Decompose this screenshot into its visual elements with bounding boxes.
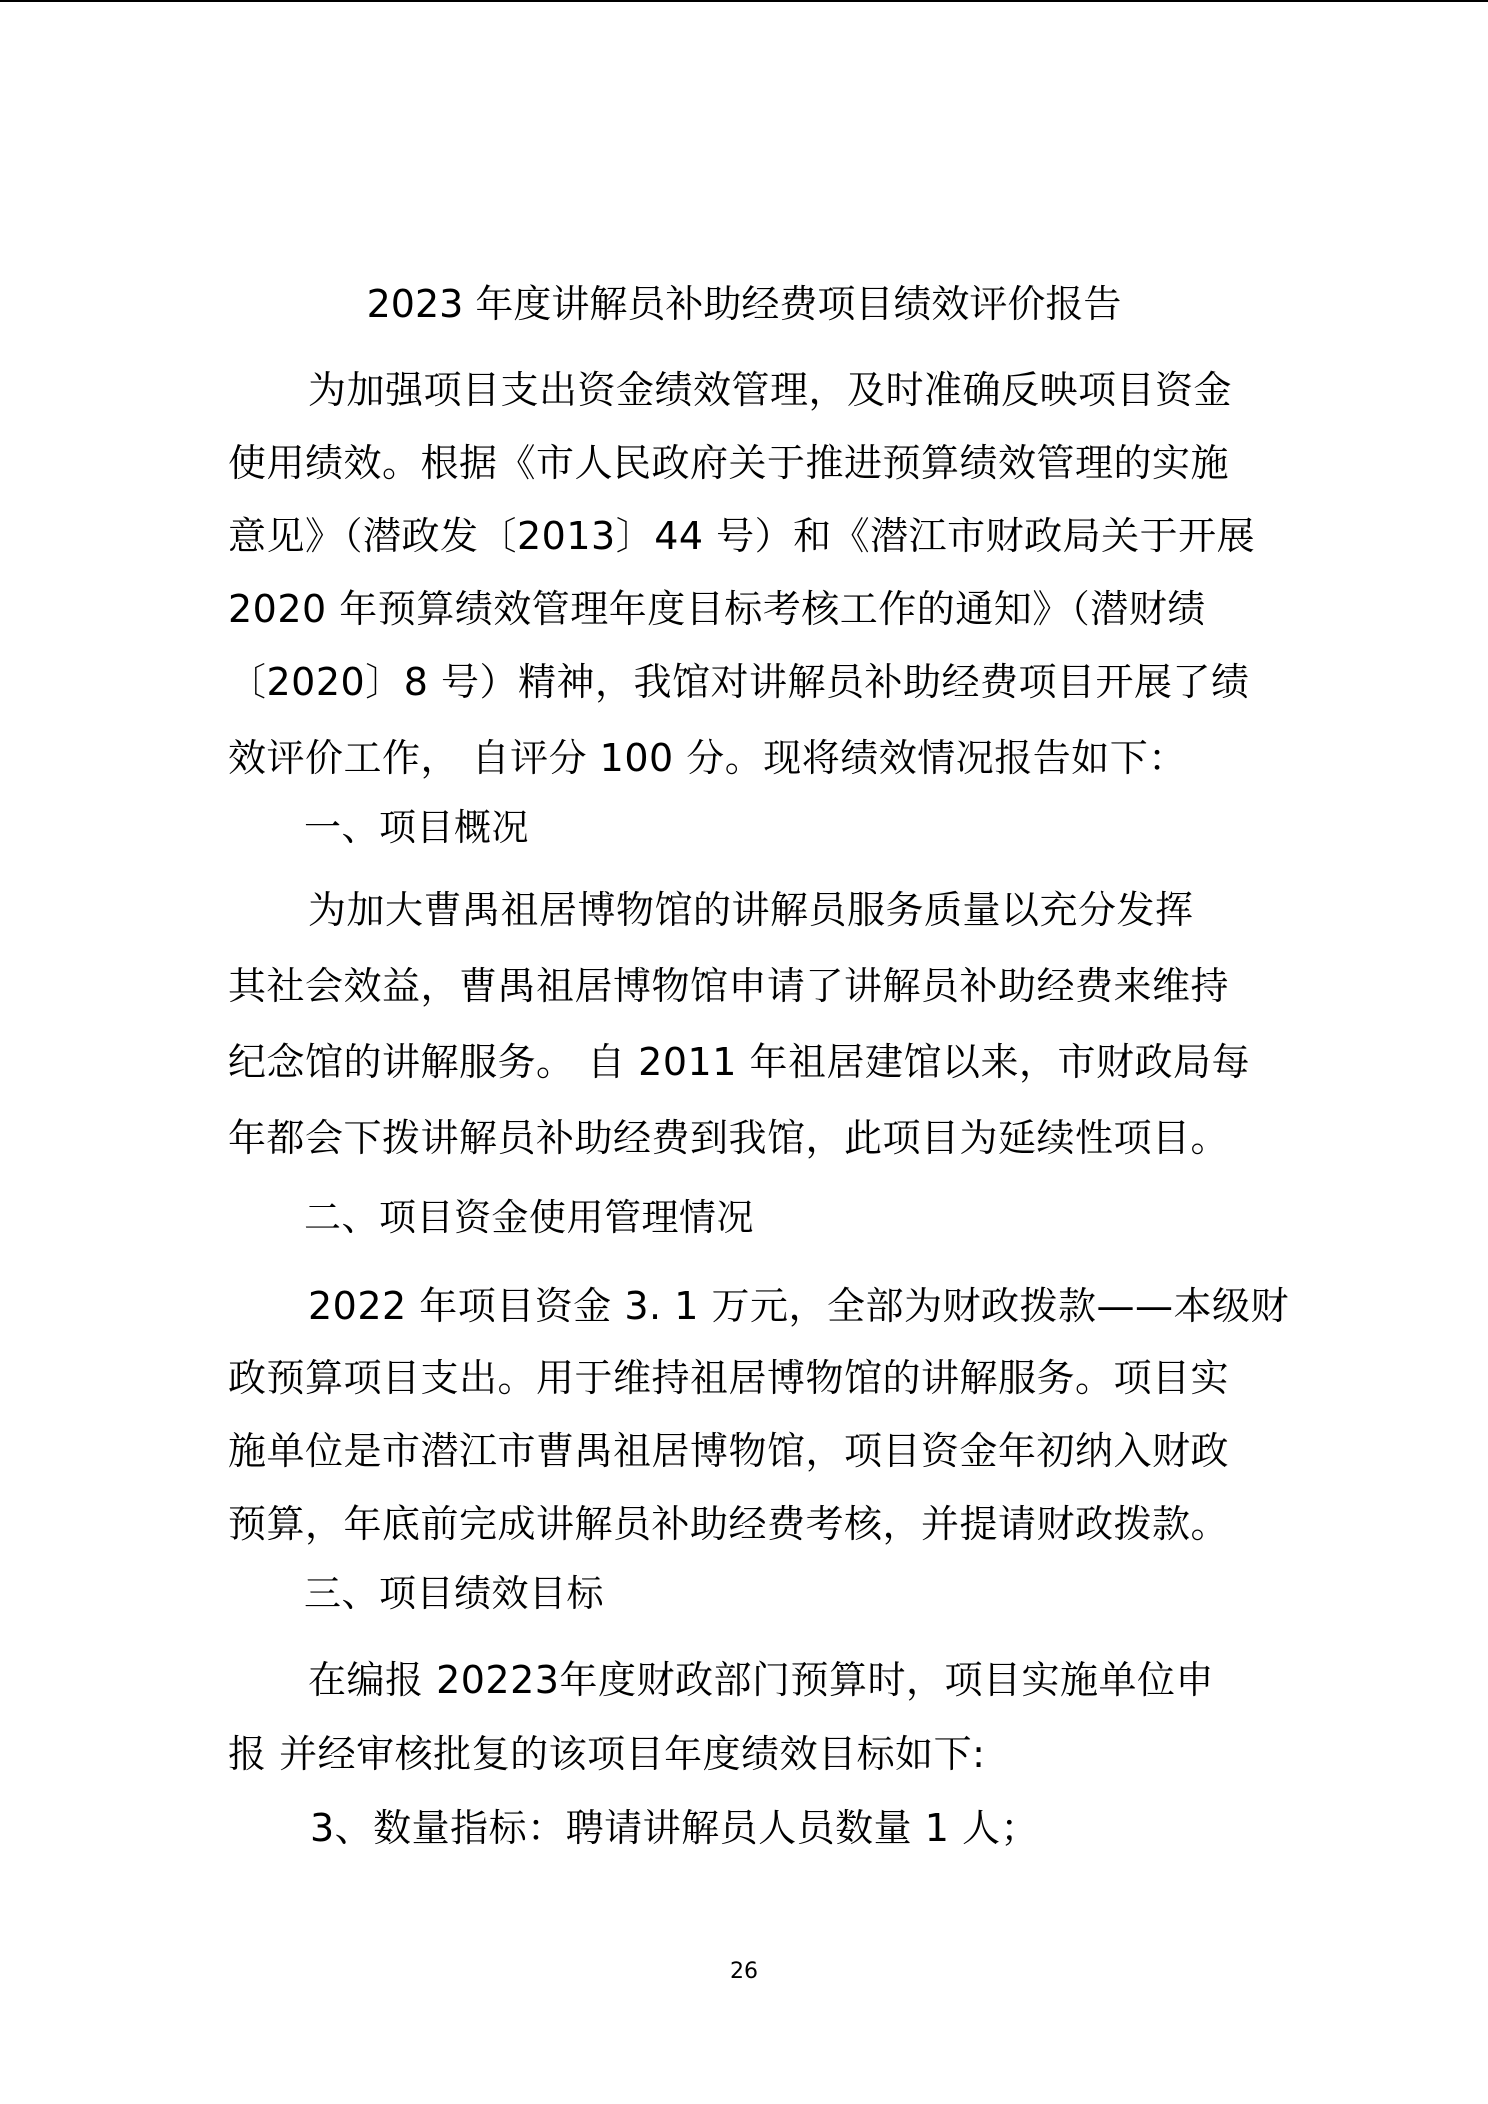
paragraph-line: 预算，年底前完成讲解员补助经费考核，并提请财政拨款。: [228, 1502, 1230, 1546]
section-heading: 一、项目概况: [304, 806, 529, 849]
paragraph-line: 〔2020〕8 号）精神，我馆对讲解员补助经费项目开展了绩: [228, 660, 1250, 704]
paragraph-line: 为加强项目支出资金绩效管理，及时准确反映项目资金: [308, 368, 1233, 412]
paragraph-line: 2022 年项目资金 3. 1 万元，全部为财政拨款——本级财: [308, 1284, 1289, 1328]
paragraph-line: 3、数量指标：聘请讲解员人员数量 1 人；: [310, 1806, 1040, 1850]
paragraph-line: 意见》（潜政发〔2013〕44 号）和《潜江市财政局关于开展: [228, 514, 1256, 558]
page-number: 26: [730, 1959, 758, 1984]
paragraph-line: 其社会效益，曹禺祖居博物馆申请了讲解员补助经费来维持: [228, 964, 1230, 1008]
paragraph-line: 纪念馆的讲解服务。 自 2011 年祖居建馆以来，市财政局每: [228, 1040, 1250, 1084]
paragraph-line: 在编报 20223年度财政部门预算时，项目实施单位申: [308, 1658, 1214, 1702]
paragraph-line: 效评价工作， 自评分 100 分。现将绩效情况报告如下：: [228, 736, 1187, 780]
paragraph-line: 施单位是市潜江市曹禺祖居博物馆，项目资金年初纳入财政: [228, 1429, 1230, 1473]
section-heading: 三、项目绩效目标: [304, 1572, 604, 1615]
paragraph-line: 为加大曹禺祖居博物馆的讲解员服务质量以充分发挥: [308, 888, 1194, 932]
page-title: 2023 年度讲解员补助经费项目绩效评价报告: [366, 282, 1122, 326]
paragraph-line: 2020 年预算绩效管理年度目标考核工作的通知》（潜财绩: [228, 587, 1206, 631]
paragraph-line: 报 并经审核批复的该项目年度绩效目标如下:: [228, 1732, 986, 1776]
paragraph-line: 政预算项目支出。用于维持祖居博物馆的讲解服务。项目实: [228, 1356, 1230, 1400]
paragraph-line: 使用绩效。根据《市人民政府关于推进预算绩效管理的实施: [228, 441, 1230, 485]
section-heading: 二、项目资金使用管理情况: [304, 1196, 754, 1239]
paragraph-line: 年都会下拨讲解员补助经费到我馆，此项目为延续性项目。: [228, 1116, 1230, 1160]
